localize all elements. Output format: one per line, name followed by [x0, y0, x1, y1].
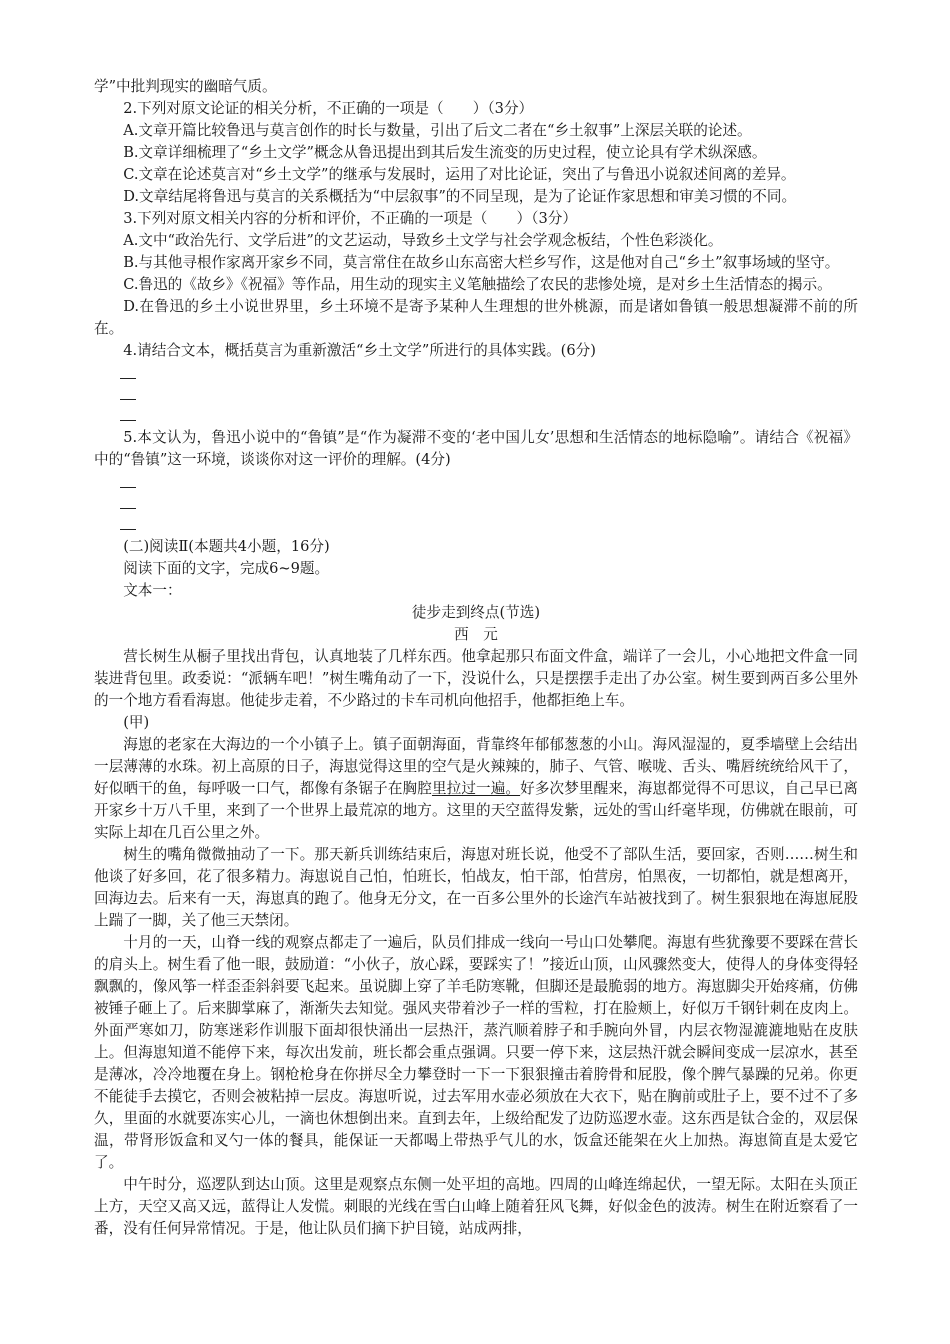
answer-line[interactable] — [120, 364, 136, 379]
question-4: 4.请结合文本，概括莫言为重新激活“乡土文学”所进行的具体实践。(6分) — [123, 342, 596, 359]
option-3b: B.与其他寻根作家离开家乡不同，莫言常住在故乡山东高密大栏乡写作，这是他对自己“乡土”叙事场域的坚守。 — [123, 254, 840, 271]
paragraph-text: 好多次梦里醒来，海崽都觉得不可思议，自己早已离开家乡十万八千里，来到了一个世界上最荒凉的地方。这里的天空蓝得发紫，远处的雪山纤毫毕现，仿佛就在眼前，可实际上却在几百公里之外。 — [94, 780, 858, 841]
answer-line[interactable] — [120, 494, 136, 509]
answer-line[interactable] — [120, 473, 136, 488]
paragraph: 营长树生从橱子里找出背包，认真地装了几样东西。他拿起那只布面文件盒，端详了一会儿，小心地把文件盒一同装进背包里。政委说：“派辆车吧！”树生嘴角动了一下，没说什么，只是摆摆手走出了办公室。树生要到两百多公里外的一个地方看看海崽。他徒步走着，不少路过的卡车司机向他招手，他都拒绝上车。 — [94, 648, 858, 709]
underlined-phrase: 里拉过一遍。 — [431, 780, 521, 797]
option-2d: D.文章结尾将鲁迅与莫言的关系概括为“中层叙事”的不同呈现，是为了论证作家思想和审美习惯的不同。 — [123, 188, 797, 205]
document-page — [94, 76, 858, 1240]
paragraph: 中午时分，巡逻队到达山顶。这里是观察点东侧一处平坦的高地。四周的山峰连绵起伏，一望无际。太阳在头顶正上方，天空又高又远，蓝得让人发慌。刺眼的光线在雪白山峰上随着狂风飞舞，好似金色的波涛。树生在附近察看了一番，没有任何异常情况。于是，他让队员们摘下护目镜，站成两排， — [94, 1176, 858, 1237]
question-2: 2.下列对原文论证的相关分析，不正确的一项是（ ）（3分） — [123, 100, 534, 117]
paragraph-text: 海崽的老家在大海边的一个小镇子上。镇子面朝海面，背靠终年郁郁葱葱的小山。海风湿湿的，夏季墙壁上会结出一层薄薄的水珠。初上高原的日子，海崽觉得这里的空气是火辣辣的，肺子、气管、喉咙、舌头、嘴唇统统给风干了，好似晒干的鱼，每呼吸一口气，都像有条锯子在胸腔 — [94, 736, 858, 797]
marker-jia: (甲) — [123, 714, 150, 731]
answer-line[interactable] — [120, 385, 136, 400]
question-5: 5.本文认为，鲁迅小说中的“鲁镇”是“作为凝滞不变的‘老中国儿女’思想和生活情态的地标隐喻”。请结合《祝福》中的“鲁镇”这一环境，谈谈你对这一评价的理解。(4分) — [94, 429, 858, 468]
option-3a: A.文中“政治先行、文学后进”的文艺运动，导致乡土文学与社会学观念板结，个性色彩淡化。 — [123, 232, 723, 249]
section-heading: (二)阅读Ⅱ(本题共4小题，16分) — [123, 538, 330, 555]
answer-area-4[interactable] — [94, 362, 858, 421]
answer-area-5[interactable] — [94, 471, 858, 530]
option-2a: A.文章开篇比较鲁迅与莫言创作的时长与数量，引出了后文二者在“乡土叙事”上深层关联的论述。 — [123, 122, 752, 139]
option-3c: C.鲁迅的《故乡》《祝福》等作品，用生动的现实主义笔触描绘了农民的悲惨处境，是对乡土生活情态的揭示。 — [123, 276, 832, 293]
answer-line[interactable] — [120, 406, 136, 421]
option-2b: B.文章详细梳理了“乡土文学”概念从鲁迅提出到其后发生流变的历史过程，使立论具有学术纵深感。 — [123, 144, 767, 161]
question-3: 3.下列对原文相关内容的分析和评价，不正确的一项是（ ）（3分） — [123, 210, 577, 227]
option-2c: C.文章在论述莫言对“乡土文学”的继承与发展时，运用了对比论证，突出了与鲁迅小说叙述间离的差异。 — [123, 166, 796, 183]
answer-line[interactable] — [120, 515, 136, 530]
text-line: 学”中批判现实的幽暗气质。 — [94, 78, 277, 95]
paragraph: 十月的一天，山脊一线的观察点都走了一遍后，队员们排成一线向一号山口处攀爬。海崽有些犹豫要不要踩在营长的肩头上。树生看了他一眼，鼓励道：“小伙子，放心踩，要踩实了！”接近山顶，山风骤然变大，使得人的身体变得轻飘飘的，像风筝一样歪歪斜斜要飞起来。虽说脚上穿了羊毛防寒靴，但脚还是最脆弱的地方。海崽脚尖开始疼痛，仿佛被锤子砸上了。后来脚掌麻了，渐渐失去知觉。强风夹带着沙子一样的雪粒，打在脸颊上，好似万千钢针刺在皮肉上。外面严寒如刀，防寒迷彩作训服下面却很快涌出一层热汗，蒸汽顺着脖子和手腕向外冒，内层衣物湿漉漉地贴在皮肤上。但海崽知道不能停下来，每次出发前，班长都会重点强调。只要一停下来，这层热汗就会瞬间变成一层凉水，甚至是薄冰，冷冷地覆在身上。钢枪枪身在你拼尽全力攀登时一下一下狠狠撞击着胯骨和屁股，像个脾气暴躁的兄弟。你更不能徒手去摸它，否则会被粘掉一层皮。海崽听说，过去军用水壶必须放在大衣下，贴在胸前或肚子上，要不过不了多久，里面的水就要冻实心儿，一滴也休想倒出来。直到去年，上级给配发了边防巡逻水壶。这东西是钛合金的，双层保温，带肾形饭盒和叉勺一体的餐具，能保证一天都喝上带热乎气儿的水，饭盒还能架在火上加热。海崽简直是太爱它了。 — [94, 934, 858, 1171]
article-title: 徒步走到终点(节选) — [411, 604, 541, 621]
instruction: 阅读下面的文字，完成6~9题。 — [123, 560, 330, 577]
option-3d: D.在鲁迅的乡土小说世界里，乡土环境不是寄予某种人生理想的世外桃源，而是诸如鲁镇一般思想凝滞不前的所在。 — [94, 298, 858, 337]
paragraph: 树生的嘴角微微抽动了一下。那天新兵训练结束后，海崽对班长说，他受不了部队生活，要回家，否则……树生和他谈了好多回，花了很多精力。海崽说自己怕，怕班长，怕战友，怕干部，怕营房，怕黑夜，一切都怕，就是想离开，回海边去。后来有一天，海崽真的跑了。他身无分文，在一百多公里外的长途汽车站被找到了。树生狠狠地在海崽屁股上踹了一脚，关了他三天禁闭。 — [94, 846, 858, 929]
text-label: 文本一： — [123, 582, 182, 599]
article-author: 西 元 — [454, 626, 498, 643]
paragraph — [94, 734, 858, 844]
